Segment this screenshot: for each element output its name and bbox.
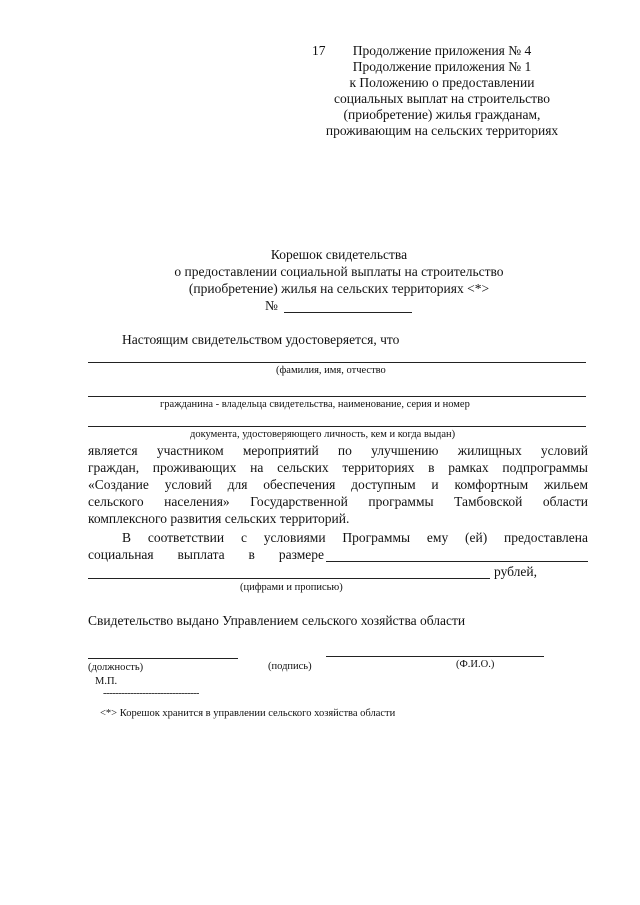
document-title [90,246,588,297]
title-line: о предоставлении социальной выплаты на строительство [174,264,504,279]
amount-field-line [326,561,588,562]
footnote-text: <*> Корешок хранится в управлении сельского хозяйства области [100,708,396,719]
header-line: к Положению о предоставлении [349,75,535,90]
number-label: № [265,298,278,313]
caption-fio: (фамилия, имя, отчество [276,365,386,376]
paragraph-line: «Создание условий для обеспечения доступным и комфортным жильем [88,477,588,492]
rubles-label: рублей, [494,564,538,579]
header-line: социальных выплат на строительство [333,91,551,106]
header-line: (приобретение) жилья гражданам, [343,107,541,122]
caption-amount: (цифрами и прописью) [240,582,343,593]
citizen-field-line [88,396,586,397]
header-line: проживающим на сельских территориях [325,123,559,138]
footnote-separator: -------------------------------- [103,688,199,699]
amount-words-field-line [88,578,490,579]
paragraph-line: является участником мероприятий по улучшению жилищных условий [88,443,588,458]
payment-label: социальная выплата в размере [88,547,324,562]
header-line: Продолжение приложения № 4 [352,43,532,58]
issued-by-text: Свидетельство выдано Управлением сельского хозяйства области [88,613,466,628]
caption-signature: (подпись) [268,661,312,672]
caption-citizen: гражданина - владельца свидетельства, наименование, серия и номер [160,399,470,410]
position-field-line [88,658,238,659]
document-field-line [88,426,586,427]
stamp-place: М.П. [95,676,118,687]
payment-amount-row [88,546,324,563]
header-line: Продолжение приложения № 1 [352,59,532,74]
fio-signature-field-line [326,656,544,657]
header-block [300,43,584,139]
paragraph-line: комплексного развития сельских территорий. [88,511,350,526]
caption-document: документа, удостоверяющего личность, кем и когда выдан) [190,429,456,440]
paragraph-line: граждан, проживающих на сельских территориях в рамках подпрограммы [88,460,588,475]
page-number: 17 [312,43,326,58]
paragraph-line: В соответствии с условиями Программы ему (ей) предоставлена [122,530,588,545]
title-line: (приобретение) жилья на сельских территориях <*> [188,281,490,296]
caption-fio-signature: (Ф.И.О.) [456,659,495,670]
title-line: Корешок свидетельства [270,247,408,262]
paragraph-participant [88,442,588,527]
fio-field-line [88,362,586,363]
intro-text: Настоящим свидетельством удостоверяется, что [122,332,400,347]
paragraph-line: сельского населения» Государственной программы Тамбовской области [88,494,588,509]
number-field-line [284,312,412,313]
paragraph-conditions [122,529,588,546]
caption-position: (должность) [88,662,144,673]
